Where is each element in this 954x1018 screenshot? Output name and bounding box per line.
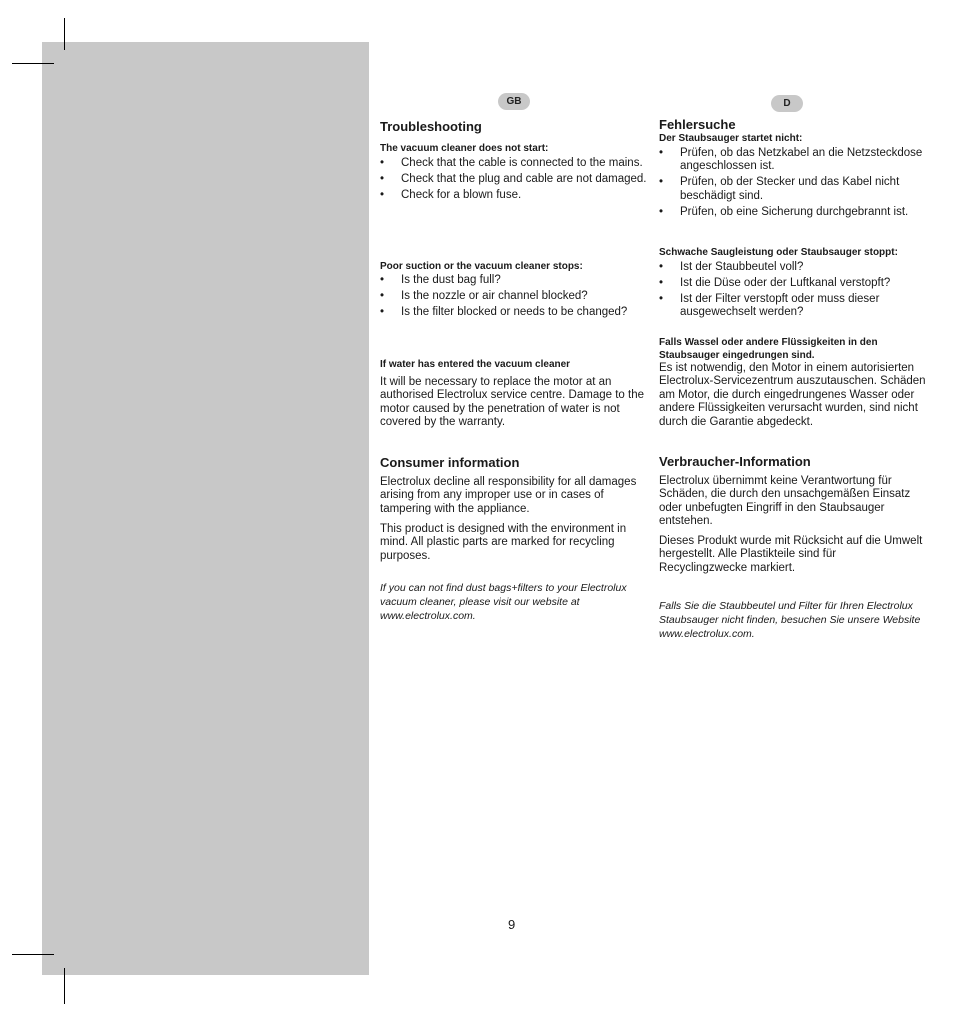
- list-item: • Check that the cable is connected to the mains.: [380, 157, 643, 169]
- subheading-poor-suction: Schwache Saugleistung oder Staubsauger stoppt:: [659, 247, 898, 258]
- consumer-paragraph-1: Electrolux decline all responsibility for all damages arising from any improper use or in cases of tampering with the appliance.: [380, 476, 637, 515]
- list-item: • Is the filter blocked or needs to be changed?: [380, 305, 628, 318]
- subheading-no-start: The vacuum cleaner does not start:: [380, 143, 549, 154]
- list-item: • Prüfen, ob eine Sicherung durchgebrannt ist.: [659, 205, 909, 218]
- language-badge-gb: GB: [498, 93, 530, 110]
- list-item: • Is the dust bag full?: [380, 274, 501, 286]
- list-item: • Ist der Staubbeutel voll?: [659, 261, 804, 273]
- list-item: • Ist der Filter verstopft oder muss dieser ausgewechselt werden?: [659, 292, 880, 319]
- gray-margin-panel: [42, 42, 369, 975]
- section-title-consumer: Consumer information: [380, 455, 520, 470]
- consumer-paragraph-2: This product is designed with the environment in mind. All plastic parts are marked for recycling purposes.: [380, 523, 627, 562]
- consumer-paragraph-1: Electrolux übernimmt keine Verantwortung für Schäden, die durch den unsachgemäßen Einsatz oder unbefugten Eingriff in den Staubsauger entstehen.: [659, 475, 911, 528]
- water-paragraph: Es ist notwendig, den Motor in einem autorisierten Electrolux-Servicezentrum auszutauschen. Schäden am Motor, die durch eingedrungenes Wasser oder andere Flüssigkeiten verursacht wurden, sind nicht durch die Garantie abgedeckt.: [659, 362, 926, 428]
- subheading-no-start: Der Staubsauger startet nicht:: [659, 133, 803, 144]
- subheading-poor-suction: Poor suction or the vacuum cleaner stops:: [380, 261, 583, 272]
- list-item: • Ist die Düse oder der Luftkanal verstopft?: [659, 276, 891, 289]
- poor-suction-checklist: [380, 274, 650, 322]
- page-number: 9: [508, 917, 516, 932]
- crop-mark: [64, 18, 65, 50]
- subheading-water: If water has entered the vacuum cleaner: [380, 359, 571, 370]
- consumer-paragraph-2: Dieses Produkt wurde mit Rücksicht auf die Umwelt hergestellt. Alle Plastikteile sind für Recyclingzwecke markiert.: [659, 535, 923, 574]
- website-note: If you can not find dust bags+filters to your Electrolux vacuum cleaner, please visit our website at www.electrolux.com.: [380, 582, 627, 622]
- crop-mark: [12, 954, 54, 955]
- section-title-troubleshooting: Fehlersuche: [659, 117, 736, 132]
- list-item: • Check that the plug and cable are not damaged.: [380, 172, 647, 185]
- no-start-checklist: [659, 147, 929, 222]
- website-note: Falls Sie die Staubbeutel und Filter für Ihren Electrolux Staubsauger nicht finden, besuchen Sie unsere Website www.electrolux.com.: [659, 600, 921, 640]
- language-badge-d: D: [771, 95, 803, 112]
- poor-suction-checklist: [659, 261, 929, 322]
- list-item: • Prüfen, ob der Stecker und das Kabel nicht beschädigt sind.: [659, 176, 900, 202]
- section-title-consumer: Verbraucher-Information: [659, 454, 811, 469]
- section-title-troubleshooting: Troubleshooting: [380, 119, 482, 134]
- list-item: • Prüfen, ob das Netzkabel an die Netzsteckdose angeschlossen ist.: [659, 147, 923, 173]
- list-item: • Check for a blown fuse.: [380, 188, 522, 201]
- list-item: • Is the nozzle or air channel blocked?: [380, 289, 588, 302]
- subheading-water: Falls Wassel oder andere Flüssigkeiten in den Staubsauger eingedrungen sind.: [659, 337, 878, 361]
- crop-mark: [12, 63, 54, 64]
- no-start-checklist: [380, 157, 650, 205]
- crop-mark: [64, 968, 65, 1004]
- water-paragraph: It will be necessary to replace the motor at an authorised Electrolux service centre. Damage to the motor caused by the penetration of water is not covered by the warranty.: [380, 376, 644, 429]
